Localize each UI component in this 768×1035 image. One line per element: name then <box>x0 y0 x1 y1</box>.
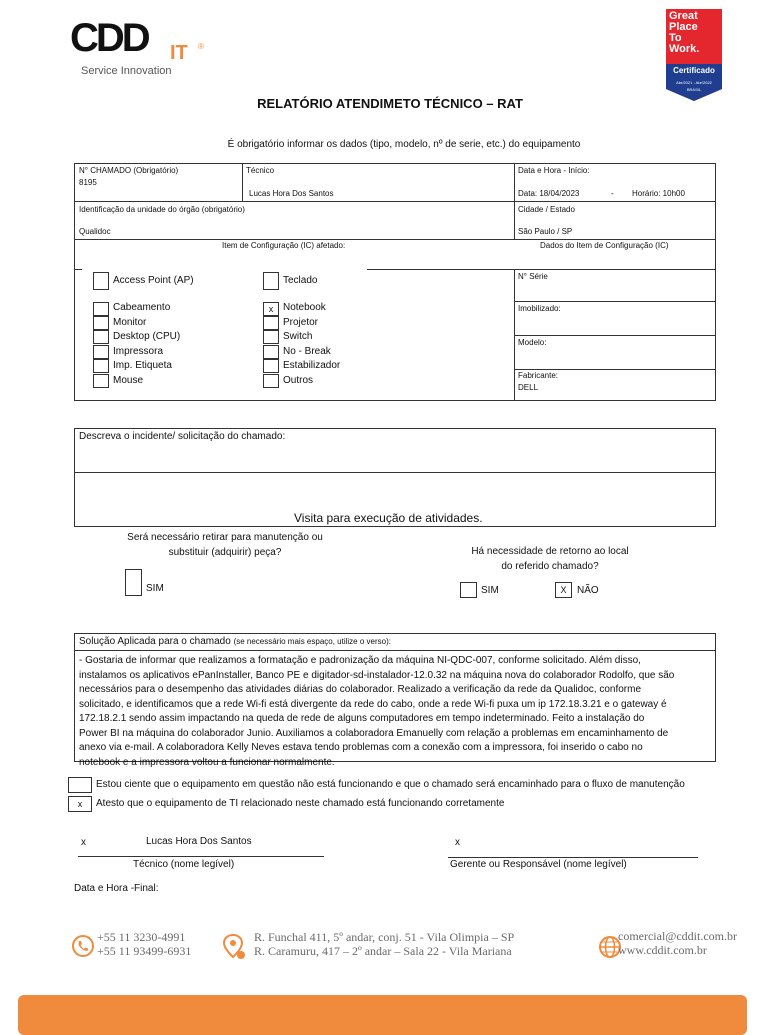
checkbox-switch[interactable] <box>263 330 279 344</box>
badge-line2: Place <box>669 21 698 33</box>
checkbox-not-working[interactable] <box>68 777 92 793</box>
solution-line: necessários para o desempenho das atividades diárias do colaborador. Realizado a verificação da rede da Qualidoc, conforme <box>79 684 642 695</box>
solution-line: anexo via e-mail. A colaboradora Kelly Neves estava tendo problemas com a conexão com a impressora, foi inserido o cabo no <box>79 742 643 753</box>
label-cabeamento: Cabeamento <box>113 302 171 313</box>
signature-gerente-x: x <box>455 837 460 848</box>
data-hora-final-label: Data e Hora -Final: <box>74 883 159 894</box>
label-impressora: Impressora <box>113 346 164 357</box>
solution-label: Solução Aplicada para o chamado <box>79 636 231 647</box>
signature-tecnico-name[interactable]: Lucas Hora Dos Santos <box>146 836 252 847</box>
signature-gerente-line <box>448 857 698 858</box>
checkbox-retirar-sim[interactable] <box>125 569 142 596</box>
question-retorno-line1: Há necessidade de retorno ao local <box>471 546 629 557</box>
label-desktop: Desktop (CPU) <box>113 331 181 342</box>
footer-address2: R. Caramuru, 417 – 2º andar – Sala 22 - Vila Mariana <box>254 944 512 958</box>
solution-line: instalamos os aplicativos ePanInstaller, Banco PE e digitador-sd-instalador-12.0.32 na máquina nova do colaborador Rodolfo, que são <box>79 669 675 681</box>
label-estabilizador: Estabilizador <box>283 360 341 371</box>
label-access-point: Access Point (AP) <box>113 275 194 286</box>
badge-dates: Abr/2021 - Abr/2022 <box>676 80 712 85</box>
label-switch: Switch <box>283 331 313 342</box>
footer-email[interactable]: comercial@cddit.com.br <box>618 929 738 943</box>
label-outros: Outros <box>283 375 314 386</box>
horario-inicio-value[interactable]: Horário: 10h00 <box>632 189 685 198</box>
checkbox-access-point[interactable] <box>93 272 109 290</box>
badge-line3: To <box>669 32 682 44</box>
checkbox-retorno-nao[interactable]: X <box>555 582 572 598</box>
checkbox-desktop[interactable] <box>93 330 109 344</box>
checkbox-retorno-sim[interactable] <box>460 582 477 598</box>
solution-line: solicitado, e identificamos que a rede Wi-fi está divergente da rede do cabo, onde a rede Wi-fi puxa um ip 172.18.3.21 e o gateway é <box>79 698 667 710</box>
label-retirar-sim: SIM <box>146 583 164 594</box>
solution-header <box>79 636 391 647</box>
checkbox-outros[interactable] <box>263 374 279 388</box>
unidade-value[interactable]: Qualidoc <box>79 227 111 236</box>
label-projetor: Projetor <box>283 317 319 328</box>
data-dash: - <box>611 189 614 198</box>
checkbox-teclado[interactable] <box>263 272 279 290</box>
footer-site[interactable]: www.cddit.com.br <box>618 943 707 957</box>
phone-icon <box>72 935 94 957</box>
signature-gerente-caption: Gerente ou Responsável (nome legível) <box>450 859 627 870</box>
incident-text[interactable]: Visita para execução de atividades. <box>294 511 483 525</box>
tecnico-value[interactable]: Lucas Hora Dos Santos <box>249 189 334 198</box>
question-retirar-line2: substituir (adquirir) peça? <box>168 547 282 558</box>
footer-phone1: +55 11 3230-4991 <box>97 930 186 944</box>
signature-tecnico-x: x <box>81 837 86 848</box>
company-logo <box>70 16 220 80</box>
question-retorno <box>430 544 670 574</box>
chamado-label: N° CHAMADO (Obrigatório) <box>79 166 179 175</box>
footer-orange-bar <box>18 995 747 1035</box>
label-retorno-sim: SIM <box>481 585 499 596</box>
question-retirar-line1: Será necessário retirar para manutenção ou <box>127 532 323 543</box>
question-retorno-line2: do referido chamado? <box>501 561 599 572</box>
label-notebook: Notebook <box>283 302 326 313</box>
signature-tecnico-line <box>78 856 324 857</box>
logo-registered: ® <box>198 42 204 51</box>
checkbox-projetor[interactable] <box>263 316 279 330</box>
cidade-value[interactable]: São Paulo / SP <box>518 227 573 236</box>
logo-tagline: Service Innovation <box>81 65 172 77</box>
checkbox-working[interactable]: x <box>68 796 92 812</box>
modelo-label: Modelo: <box>518 338 547 347</box>
attest-not-working-text: Estou ciente que o equipamento em questão não está funcionando e que o chamado será encaminhado para o fluxo de manutenção <box>96 779 685 790</box>
question-retirar <box>100 530 350 560</box>
solution-line: notebook e a impressora voltou a funcionar normalmente. <box>79 756 335 768</box>
solution-label-note: (se necessário mais espaço, utilize o verso): <box>233 637 391 646</box>
solution-line: Power BI na máquina do colaborador Junio. Auxiliamos a colaboradora Emanuelly com relação a problemas em encaminhamento de <box>79 727 669 739</box>
checkbox-monitor[interactable] <box>93 316 109 330</box>
gptw-badge <box>666 9 722 101</box>
cidade-label: Cidade / Estado <box>518 205 575 214</box>
checkbox-estabilizador[interactable] <box>263 359 279 373</box>
checkbox-mouse[interactable] <box>93 374 109 388</box>
label-retorno-nao: NÃO <box>577 585 599 596</box>
fabricante-label: Fabricante: <box>518 371 559 380</box>
location-icon <box>221 933 247 961</box>
footer-web <box>618 929 737 957</box>
solution-line: 172.18.2.1 sendo assim impactando na queda de rede de alguns computadores em tempo indeterminado. Feito a instalação do <box>79 713 645 724</box>
badge-country: BRASIL <box>686 87 702 92</box>
chamado-value[interactable]: 8195 <box>79 178 97 187</box>
label-imp-etiqueta: Imp. Etiqueta <box>113 360 172 371</box>
footer-phone2: +55 11 93499-6931 <box>97 944 192 958</box>
badge-line4: Work. <box>669 43 700 55</box>
checkbox-impressora[interactable] <box>93 345 109 359</box>
label-teclado: Teclado <box>283 275 318 286</box>
checkbox-no-break[interactable] <box>263 345 279 359</box>
logo-text: CDD <box>70 16 148 60</box>
data-inicio-value[interactable]: Data: 18/04/2023 <box>518 189 580 198</box>
ic-afetado-label: Item de Configuração (IC) afetado: <box>222 241 346 250</box>
footer-addresses <box>254 930 514 958</box>
incident-label: Descreva o incidente/ solicitação do chamado: <box>79 431 286 442</box>
label-mouse: Mouse <box>113 375 144 386</box>
serie-label: N° Série <box>518 272 548 281</box>
tecnico-label: Técnico <box>246 166 275 175</box>
checkbox-imp-etiqueta[interactable] <box>93 359 109 373</box>
ic-dados-label: Dados do Item de Configuração (IC) <box>540 241 669 250</box>
logo-it: IT <box>170 42 188 64</box>
checkbox-notebook[interactable]: x <box>263 302 279 316</box>
page-title: RELATÓRIO ATENDIMETO TÉCNICO – RAT <box>257 96 523 111</box>
attest-working-text: Atesto que o equipamento de TI relacionado neste chamado está funcionando corretamente <box>96 798 505 809</box>
unidade-label: Identificação da unidade do órgão (obrigatório) <box>79 205 245 214</box>
label-monitor: Monitor <box>113 317 147 328</box>
solution-line: - Gostaria de informar que realizamos a formatação e padronização da máquina NI-QDC-007, conforme solicitado. Além disso, <box>79 655 641 666</box>
badge-ribbon: Certificado <box>673 66 715 75</box>
instruction-text: É obrigatório informar os dados (tipo, modelo, nº de serie, etc.) do equipamento <box>227 139 581 150</box>
solution-text[interactable] <box>79 654 715 770</box>
footer-address1: R. Funchal 411, 5º andar, conj. 51 - Vila Olimpia – SP <box>254 930 515 944</box>
footer-phones <box>97 930 191 958</box>
label-no-break: No - Break <box>283 346 331 357</box>
signature-tecnico-caption: Técnico (nome legível) <box>133 859 235 870</box>
imobilizado-label: Imobilizado: <box>518 304 561 313</box>
badge-line1: Great <box>669 10 698 22</box>
checkbox-cabeamento[interactable] <box>93 302 109 316</box>
datahora-inicio-label: Data e Hora - Início: <box>518 166 590 175</box>
fabricante-value[interactable]: DELL <box>518 383 539 392</box>
